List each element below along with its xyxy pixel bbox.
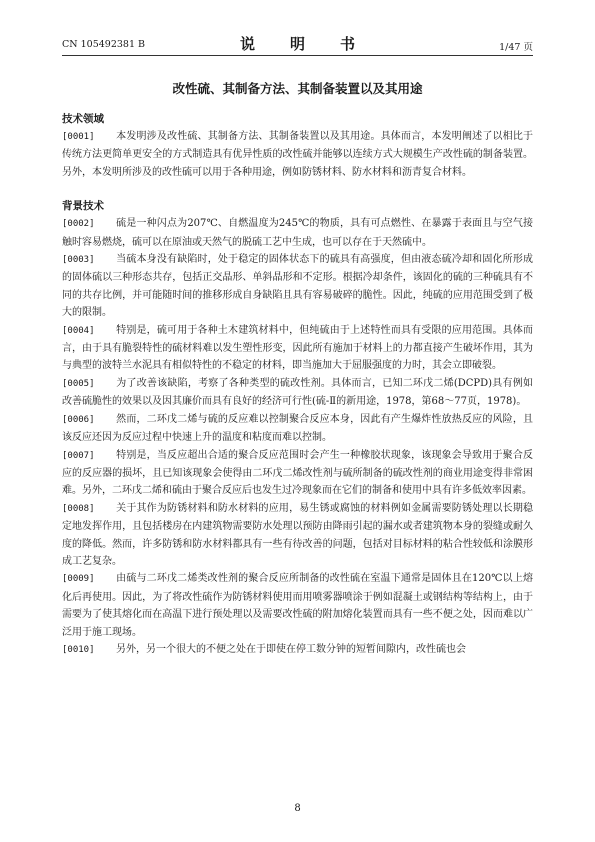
paragraph-number: [0001] bbox=[62, 132, 95, 142]
patent-number: CN 105492381 B bbox=[62, 39, 145, 50]
paragraph-text: 特别是，当反应超出合适的聚合反应范围时会产生一种橡胶状现象，该现象会导致用于聚合反应的反应器的损坏，且已知该现象会使得由二环戊二烯改性剂与硫所制备的硫改性剂的商业用途变得非常困难。另外，二环戊二烯和硫由于聚合反应后也发生过冷现象而在它们的制备和使用中具有许多低效率因素。 bbox=[62, 449, 533, 497]
paragraph bbox=[62, 322, 533, 375]
paragraph-number: [0002] bbox=[62, 219, 95, 230]
document-body bbox=[62, 111, 533, 659]
paragraph bbox=[62, 447, 533, 500]
paragraph-text: 特别是，硫可用于各种土木建筑材料中，但纯硫由于上述特性而具有受限的应用范围。具体而言，由于具有脆裂特性的硫材料难以发生塑性形变，因此所有施加于材料上的力都直接产生破坏作用，其为与典型的波特兰水泥具有相似特性的不稳定的材料，即当施加大于屈服强度的力时，其会立即破裂。 bbox=[62, 324, 533, 372]
document-title: 改性硫、其制备方法、其制备装置以及其用途 bbox=[172, 81, 423, 96]
page-number: 8 bbox=[294, 803, 301, 814]
paragraph bbox=[62, 128, 533, 181]
paragraph bbox=[62, 500, 533, 571]
paragraph-text: 当硫本身没有缺陷时，处于稳定的固体状态下的硫具有高强度，但由液态硫冷却和固化所形成的固体硫以三种形态共存，包括正交晶形、单斜晶形和不定形。根据冷却条件，该固化的硫的三种硫具有不同的共存比例，并可能随时间的推移形成自身缺陷且具有容易破碎的脆性。因此，纯硫的应用范围受到了极大的限制。 bbox=[62, 254, 533, 319]
paragraph-text: 关于其作为防锈材料和防水材料的应用，易生锈或腐蚀的材料例如金属需要防锈处理以长期稳定地发挥作用，且包括楼房在内建筑物需要防水处理以预防由降雨引起的漏水或者建筑物本身的裂缝或耐久度的降低。然而，许多防锈和防水材料都具有一些有待改善的问题，包括对目标材料的粘合性较低和涂膜形成工艺复杂。 bbox=[62, 502, 533, 567]
paragraph bbox=[62, 641, 533, 659]
paragraph bbox=[62, 375, 533, 411]
paragraph bbox=[62, 411, 533, 447]
paragraph-text: 由硫与二环戊二烯类改性剂的聚合反应所制备的改性硫在室温下通常是固体且在120℃以上熔化后再使用。因此，为了将改性硫作为防锈材料使用而用喷雾器喷涂于例如混凝土或钢结构等结构上，由于需要为了使其熔化而在高温下进行预处理以及需要改性硫的附加熔化装置而具有一些不便之处，因而难以广泛用于施工现场。 bbox=[62, 573, 533, 638]
header-divider bbox=[62, 55, 533, 56]
paragraph bbox=[62, 570, 533, 641]
paragraph-text: 本发明涉及改性硫、其制备方法、其制备装置以及其用途。具体而言，本发明阐述了以相比于传统方法更简单更安全的方式制造具有优异性质的改性硫并能够以连续方式大规模生产改性硫的制备装置。另外，本发明所涉及的改性硫可以用于各种用途，例如防锈材料、防水材料和沥青复合材料。 bbox=[62, 131, 533, 178]
paragraph-number: [0007] bbox=[62, 450, 95, 461]
paragraph-number: [0003] bbox=[62, 255, 95, 266]
page-reference: 1/47 页 bbox=[499, 42, 533, 53]
paragraph bbox=[62, 215, 533, 251]
section-heading-background: 背景技术 bbox=[62, 200, 104, 213]
paragraph-text: 为了改善该缺陷，考察了各种类型的硫改性剂。具体而言，已知二环戊二烯(DCPD)具有例如改善硫脆性的效果以及因其廉价而具有良好的经济可行性(硫-Ⅱ的新用途，1978，第68～77页，1978)。 bbox=[62, 377, 533, 408]
paragraph-number: [0010] bbox=[62, 644, 95, 655]
section-heading-technical-field: 技术领域 bbox=[62, 113, 104, 125]
paragraph-text: 另外，另一个很大的不便之处在于即使在停工数分钟的短暂间隙内，改性硫也会 bbox=[116, 643, 466, 655]
paragraph-number: [0006] bbox=[62, 414, 95, 425]
paragraph-text: 硫是一种闪点为207℃、自燃温度为245℃的物质，具有可点燃性、在暴露于表面且与空气接触时容易燃烧，硫可以在原油或天然气的脱硫工艺中生成，也可以存在于天然硫中。 bbox=[62, 218, 533, 248]
paragraph bbox=[62, 251, 533, 322]
page-header bbox=[62, 33, 533, 53]
paragraph-number: [0009] bbox=[62, 574, 95, 585]
paragraph-number: [0005] bbox=[62, 378, 95, 389]
paragraph-number: [0004] bbox=[62, 325, 95, 336]
paragraph-text: 然而，二环戊二烯与硫的反应难以控制聚合反应本身，因此有产生爆炸性放热反应的风险，且该反应还因为反应过程中快速上升的温度和粘度而难以控制。 bbox=[62, 413, 533, 444]
document-type-label: 说 明 书 bbox=[239, 35, 365, 53]
paragraph-number: [0008] bbox=[62, 503, 95, 514]
